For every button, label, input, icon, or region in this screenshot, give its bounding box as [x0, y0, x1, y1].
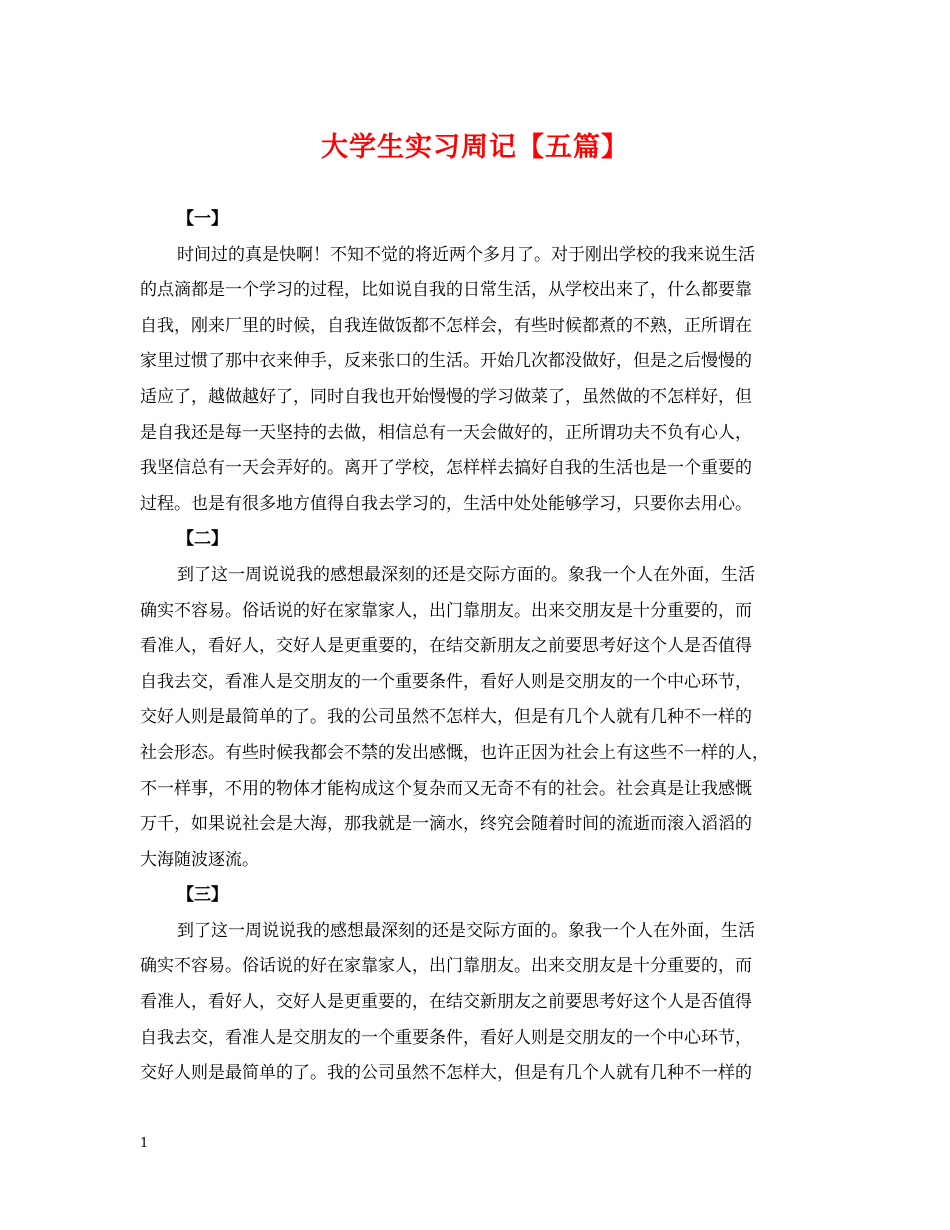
- section-heading: 【三】: [177, 885, 228, 906]
- text-line: 看准人，看好人，交好人是更重要的，在结交新朋友之前要思考好这个人是否值得: [140, 992, 752, 1013]
- text-line: 社会形态。有些时候我都会不禁的发出感慨，也许正因为社会上有这些不一样的人，: [140, 742, 769, 763]
- text-line: 过程。也是有很多地方值得自我去学习的，生活中处处能够学习，只要你去用心。: [140, 493, 752, 514]
- text-line: 交好人则是最简单的了。我的公司虽然不怎样大，但是有几个人就有几种不一样的: [140, 707, 752, 728]
- text-line: 的点滴都是一个学习的过程，比如说自我的日常生活，从学校出来了，什么都要靠: [140, 280, 752, 301]
- text-line: 适应了，越做越好了，同时自我也开始慢慢的学习做菜了，虽然做的不怎样好，但: [140, 386, 752, 407]
- text-line: 自我去交，看准人是交朋友的一个重要条件，看好人则是交朋友的一个中心环节，: [140, 671, 752, 692]
- text-line: 到了这一周说说我的感想最深刻的还是交际方面的。象我一个人在外面，生活: [177, 564, 755, 585]
- text-line: 大海随波逐流。: [140, 849, 259, 870]
- text-line: 不一样事，不用的物体才能构成这个复杂而又无奇不有的社会。社会真是让我感慨: [140, 778, 752, 799]
- section-heading: 【一】: [177, 209, 228, 229]
- text-line: 自我去交，看准人是交朋友的一个重要条件，看好人则是交朋友的一个中心环节，: [140, 1027, 752, 1048]
- text-line: 自我，刚来厂里的时候，自我连做饭都不怎样会，有些时候都煮的不熟，正所谓在: [140, 315, 752, 336]
- page-number: 1: [140, 1136, 149, 1151]
- text-line: 是自我还是每一天坚持的去做，相信总有一天会做好的，正所谓功夫不负有心人，: [140, 422, 752, 443]
- text-line: 家里过惯了那中衣来伸手，反来张口的生活。开始几次都没做好，但是之后慢慢的: [140, 351, 752, 372]
- text-line: 确实不容易。俗话说的好在家靠家人，出门靠朋友。出来交朋友是十分重要的，而: [140, 600, 752, 621]
- section-heading: 【二】: [177, 529, 228, 550]
- text-line: 我坚信总有一天会弄好的。离开了学校，怎样样去搞好自我的生活也是一个重要的: [140, 458, 752, 479]
- text-line: 交好人则是最简单的了。我的公司虽然不怎样大，但是有几个人就有几种不一样的: [140, 1063, 752, 1084]
- text-line: 确实不容易。俗话说的好在家靠家人，出门靠朋友。出来交朋友是十分重要的，而: [140, 956, 752, 977]
- text-line: 到了这一周说说我的感想最深刻的还是交际方面的。象我一个人在外面，生活: [177, 920, 755, 941]
- text-line: 时间过的真是快啊！不知不觉的将近两个多月了。对于刚出学校的我来说生活: [177, 244, 755, 265]
- text-line: 万千，如果说社会是大海，那我就是一滴水，终究会随着时间的流逝而滚入滔滔的: [140, 814, 752, 835]
- document-title: 大学生实习周记【五篇】: [321, 132, 629, 163]
- text-line: 看准人，看好人，交好人是更重要的，在结交新朋友之前要思考好这个人是否值得: [140, 636, 752, 657]
- document-body: [140, 202, 820, 1092]
